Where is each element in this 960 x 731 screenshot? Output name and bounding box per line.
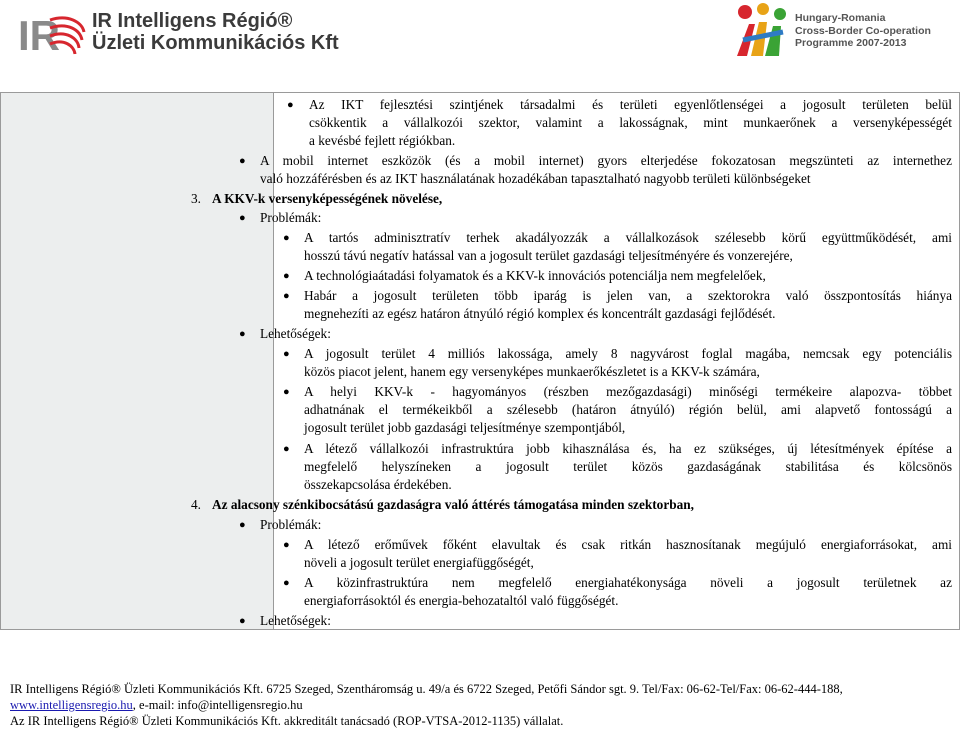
bullet-icon: ●	[283, 270, 290, 282]
bullet-icon: ●	[239, 212, 246, 224]
programme-name	[795, 12, 931, 50]
brand-line2: Üzleti Kommunikációs Kft	[92, 32, 339, 54]
text-line: A közinfrastruktúra nem megfelelő energiahatékonysága növeli a jogosult területnek az	[304, 575, 952, 590]
section-number: 3.	[191, 191, 201, 206]
bullet-icon: ●	[283, 348, 290, 360]
text-line: megnehezíti az egész határon átnyúló régió komplex és koncentrált gazdasági fejlődését.	[304, 306, 776, 321]
content-table	[0, 92, 960, 630]
bullet-icon: ●	[283, 539, 290, 551]
text-line: A tartós adminisztratív terhek akadályozzák a vállalkozások szélesebb körű együttműködését, ami	[304, 230, 952, 245]
programme-line2: Cross-Border Co-operation	[795, 24, 931, 37]
brand-name	[92, 10, 339, 55]
text-line: csökkentik a vállalkozói szektor, valamint a lakosságnak, mint munkaerőnek a versenyképességét	[309, 115, 952, 130]
brand-line1: IR Intelligens Régió®	[92, 10, 293, 32]
text-line: A létező erőművek főként elavultak és csak ritkán hasznosítanak megújuló energiaforrásokat, ami	[304, 537, 952, 552]
text-line: megfelelő helyszíneken a jogosult terület közös gazdaságának stabilitása és kölcsönös	[304, 459, 952, 474]
bullet-icon: ●	[287, 99, 294, 111]
programme-line1: Hungary-Romania	[795, 12, 886, 24]
bullet-icon: ●	[283, 443, 290, 455]
subheading-problems: Problémák:	[260, 210, 322, 225]
bullet-icon: ●	[283, 290, 290, 302]
section-number: 4.	[191, 497, 201, 512]
text-line: hosszú távú negatív hatással van a jogosult terület gazdasági teljesítményére és vonzerejére,	[304, 248, 793, 263]
text-line: adhatnának el termékeikből a szélesebb (határon átnyúló) régión belül, ami alapvető fontosságú a	[304, 402, 952, 417]
left-empty-cell	[1, 93, 274, 629]
footer-accreditation: Az IR Intelligens Régió® Üzleti Kommunikációs Kft. akkreditált tanácsadó (ROP-VTSA-2012-1135) vállalat.	[10, 714, 564, 728]
text-line: összekapcsolása érdekében.	[304, 477, 452, 492]
text-line: Az IKT fejlesztési szintjének társadalmi és területi egyenlőtlenségei a jogosult területen belül	[309, 97, 952, 112]
subheading-opportunities: Lehetőségek:	[260, 613, 331, 628]
footer-email: , e-mail: info@intelligensregio.hu	[132, 698, 303, 712]
text-line: A mobil internet eszközök (és a mobil internet) gyors elterjedése fokozatosan megszünteti az internethez	[260, 153, 952, 168]
text-line: A helyi KKV-k - hagyományos (részben mezőgazdasági) minőségi termékeire alapozva- többet	[304, 384, 952, 399]
text-line: energiaforrásoktól és energia-behozataltól való függőségét.	[304, 593, 619, 608]
svg-text:IR: IR	[18, 12, 60, 56]
text-line: a kevésbé fejlett régiókban.	[309, 133, 456, 148]
programme-line3: Programme 2007-2013	[795, 37, 907, 49]
text-line: növeli a jogosult terület energiafüggőségét,	[304, 555, 534, 570]
page-footer	[10, 681, 843, 729]
footer-contact	[10, 697, 843, 713]
ir-logo-icon	[16, 10, 88, 56]
bullet-icon: ●	[283, 386, 290, 398]
text-line: A technológiaátadási folyamatok és a KKV-k innovációs potenciálja nem megfelelőek,	[304, 268, 766, 283]
section-title: A KKV-k versenyképességének növelése,	[212, 191, 443, 206]
section-title: Az alacsony szénkibocsátású gazdaságra való áttérés támogatása minden szektorban,	[212, 497, 694, 512]
bullet-icon: ●	[239, 328, 246, 340]
text-line: közös piacot jelent, hanem egy versenyképes munkaerőkészletet is a KKV-k számára,	[304, 364, 760, 379]
cross-border-programme-logo-icon	[733, 2, 791, 58]
footer-address: IR Intelligens Régió® Üzleti Kommunikációs Kft. 6725 Szeged, Szentháromság u. 49/a és 6722 Szeged, Petőfi Sándor sgt. 9. Tel/Fax: 06-62-Tel/Fax: 06-62-444-188,	[10, 682, 843, 696]
bullet-icon: ●	[239, 519, 246, 531]
bullet-icon: ●	[239, 615, 246, 627]
text-line: való hozzáférésben és az IKT használatának hozadékában tapasztalható nagyobb területi különbségeket	[260, 171, 811, 186]
text-line: jogosult terület jobb gazdasági teljesítménye szempontjából,	[304, 420, 626, 435]
website-link[interactable]: www.intelligensregio.hu	[10, 698, 133, 712]
subheading-opportunities: Lehetőségek:	[260, 326, 331, 341]
page-header	[0, 0, 960, 92]
bullet-icon: ●	[239, 155, 246, 167]
text-line: A létező vállalkozói infrastruktúra jobb kihasználása és, ha ez szükséges, új létesítmények építése a	[304, 441, 952, 456]
bullet-icon: ●	[283, 577, 290, 589]
text-line: Habár a jogosult területen több iparág is jelen van, a szektorokra való összpontosítás hiánya	[304, 288, 952, 303]
subheading-problems: Problémák:	[260, 517, 322, 532]
text-line: A jogosult terület 4 milliós lakossága, amely 8 nagyvárost foglal magába, nemcsak egy potenciális	[304, 346, 952, 361]
bullet-icon: ●	[283, 232, 290, 244]
